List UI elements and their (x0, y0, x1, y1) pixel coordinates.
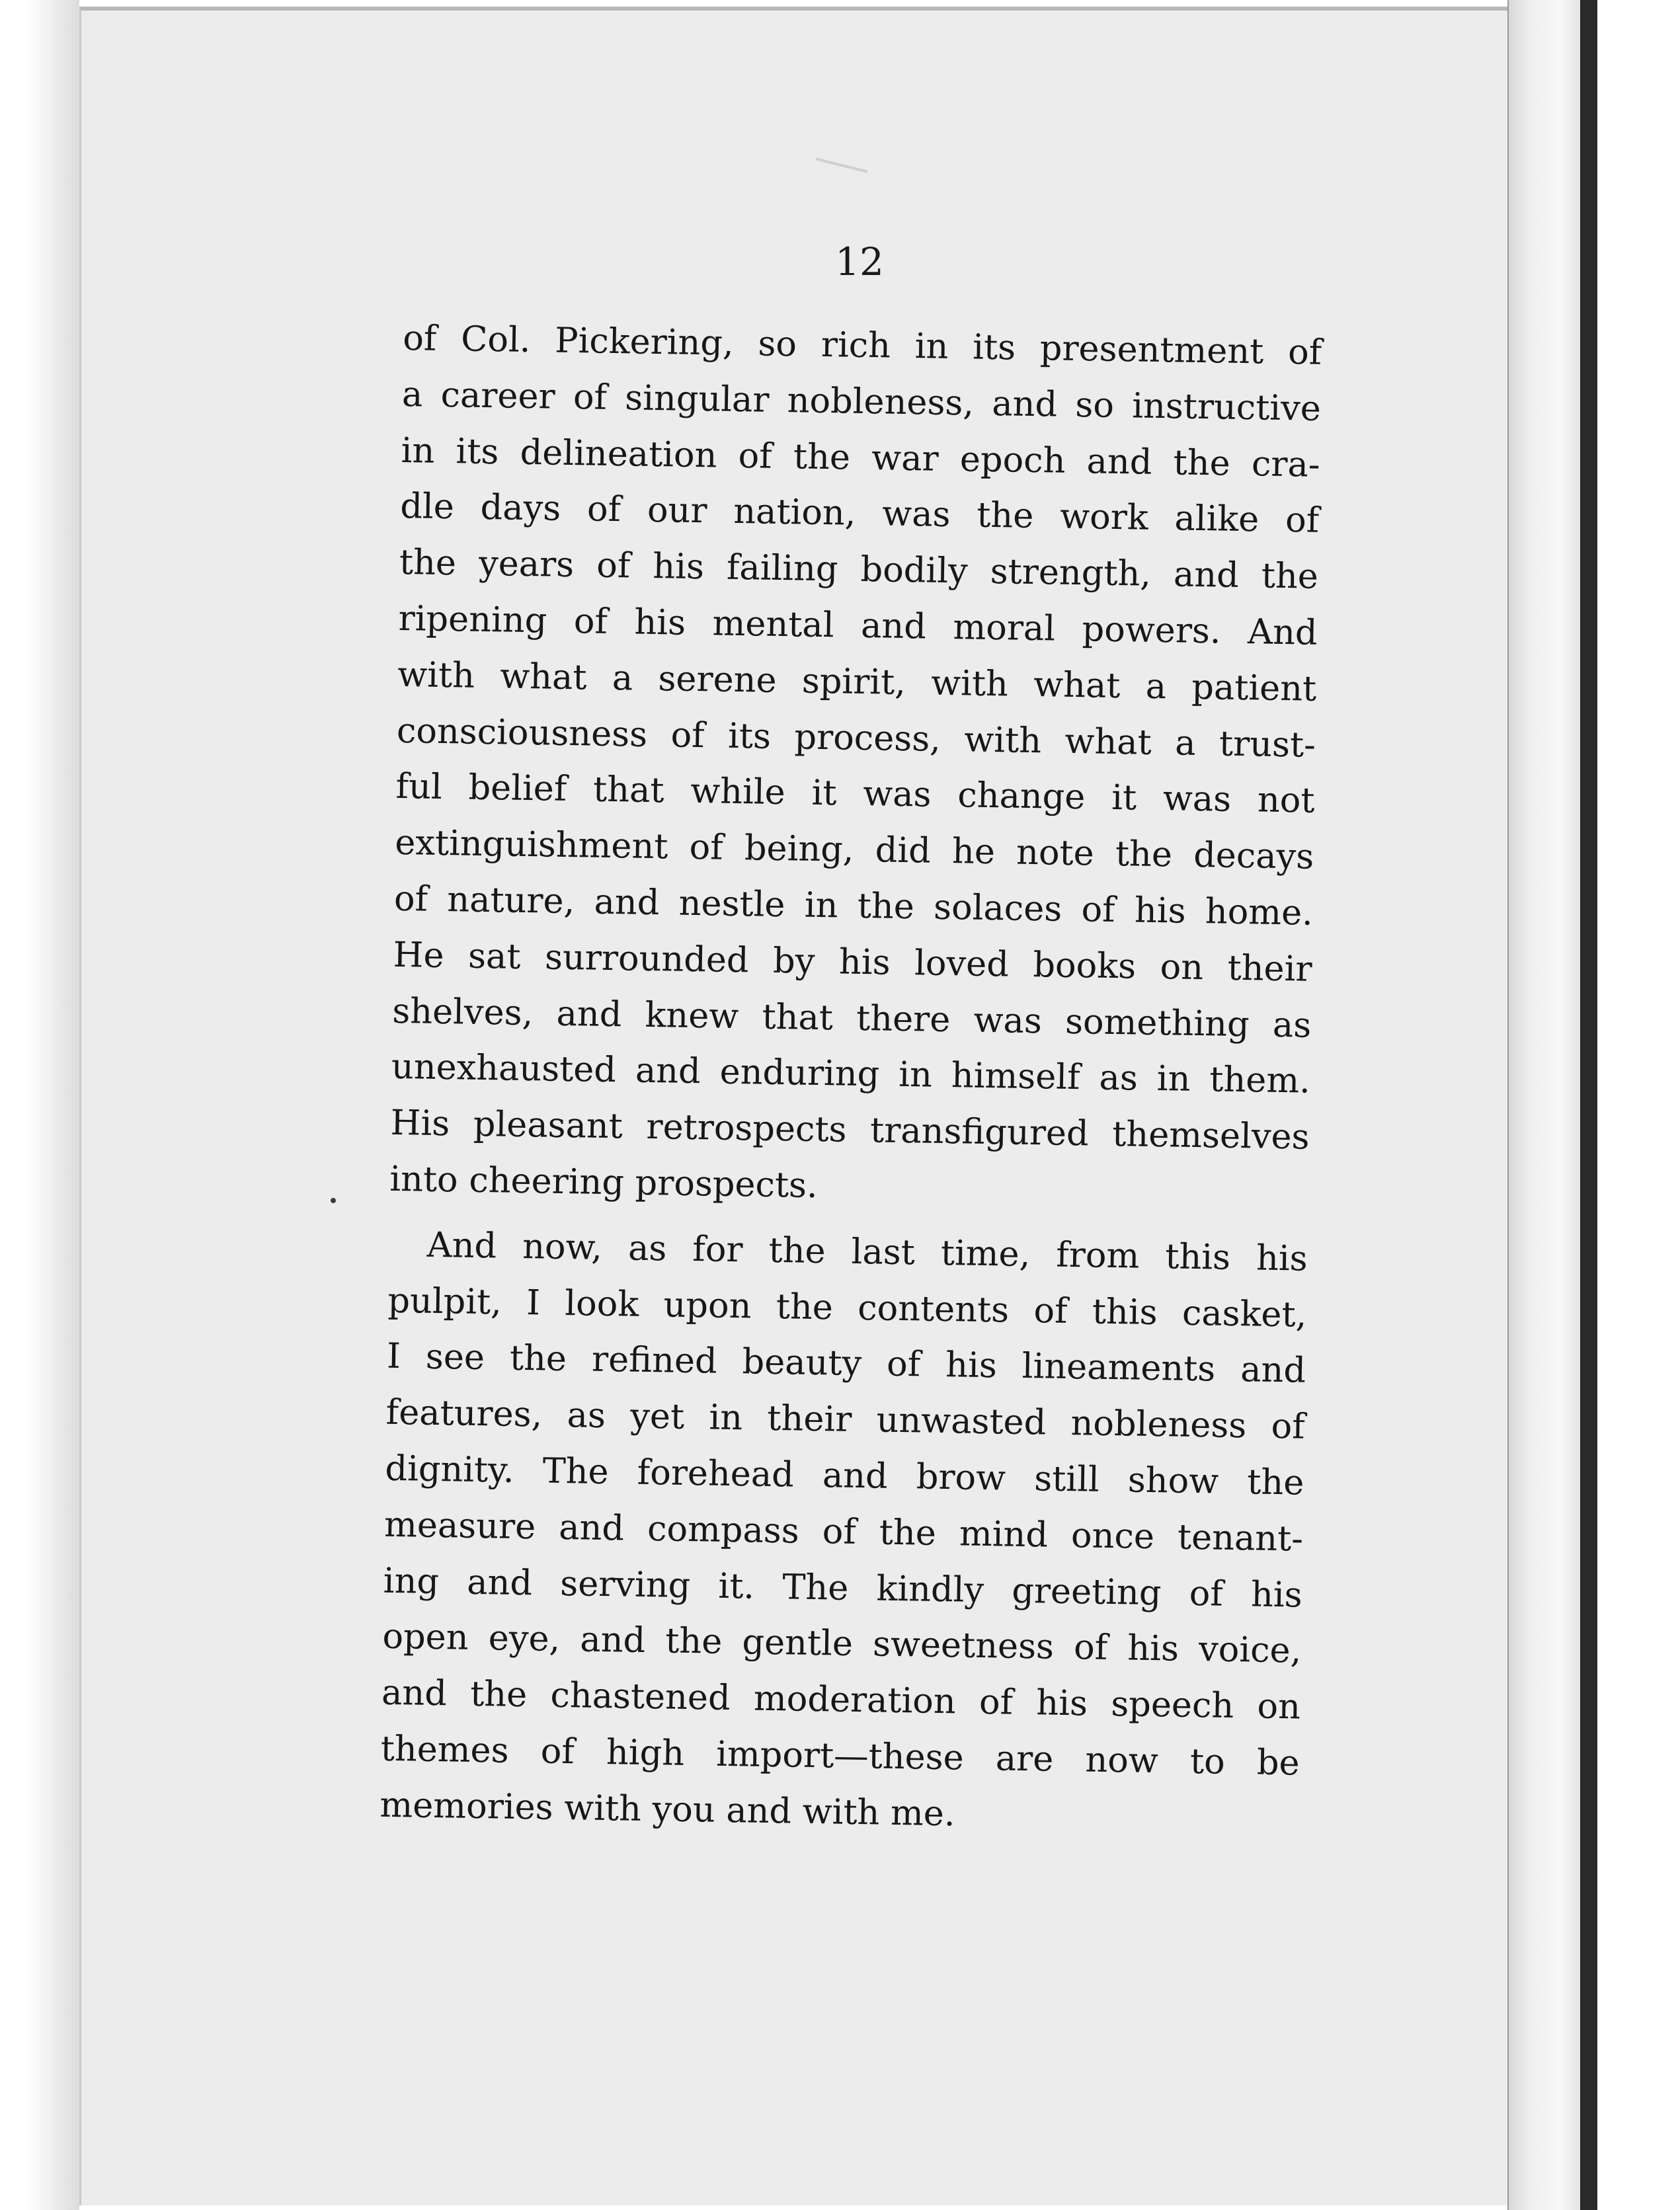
text-line: with what a serene spirit, with what a patient (397, 654, 1317, 709)
text-line: memories with you and with me. (380, 1784, 956, 1835)
text-line: And now, as for the last time, from this his (426, 1224, 1308, 1279)
page-fore-edge (1507, 0, 1581, 2210)
text-line: His pleasant retrospects transfigured themselves (390, 1103, 1310, 1158)
text-line: shelves, and knew that there was something as (391, 990, 1312, 1046)
text-line: ful belief that while it was change it was not (395, 766, 1316, 822)
text-line: into cheering prospects. (389, 1158, 819, 1206)
text-line: I see the refined beauty of his lineaments and (386, 1336, 1306, 1391)
text-line: of nature, and nestle in the solaces of his home. (393, 878, 1314, 933)
ink-speck (331, 1198, 336, 1203)
text-line: the years of his failing bodily strength, and the (399, 542, 1319, 597)
page-number: 12 (835, 239, 884, 284)
paper-smudge (816, 157, 868, 173)
text-line: ripening of his mental and moral powers. And (398, 598, 1318, 653)
text-line: pulpit, I look upon the contents of this casket, (387, 1280, 1307, 1335)
text-line: themes of high import—these are now to be (380, 1728, 1300, 1784)
text-line: in its delineation of the war epoch and the cra- (401, 430, 1320, 485)
text-line: He sat surrounded by his loved books on their (393, 934, 1313, 990)
text-line: consciousness of its process, with what a trust- (396, 710, 1316, 766)
text-line: and the chastened moderation of his speech on (381, 1672, 1301, 1727)
page-left-edge (26, 0, 79, 2210)
body-text (380, 311, 1322, 1848)
text-line: dignity. The forehead and brow still show the (385, 1448, 1304, 1503)
text-line: measure and compass of the mind once tenant- (383, 1504, 1304, 1559)
text-line: extinguishment of being, did he note the decays (394, 822, 1314, 877)
text-line: unexhausted and enduring in himself as in them. (391, 1046, 1311, 1102)
text-line: open eye, and the gentle sweetness of his voice, (382, 1616, 1302, 1671)
text-line: of Col. Pickering, so rich in its presentment of (402, 317, 1322, 373)
text-line: ing and serving it. The kindly greeting of his (383, 1560, 1303, 1616)
scan-margin (1597, 0, 1680, 2210)
text-line: a career of singular nobleness, and so instructive (401, 374, 1322, 429)
text-line: features, as yet in their unwasted nobleness of (385, 1392, 1306, 1447)
binding-shadow (1580, 0, 1597, 2210)
text-line: dle days of our nation, was the work alike of (399, 486, 1320, 541)
